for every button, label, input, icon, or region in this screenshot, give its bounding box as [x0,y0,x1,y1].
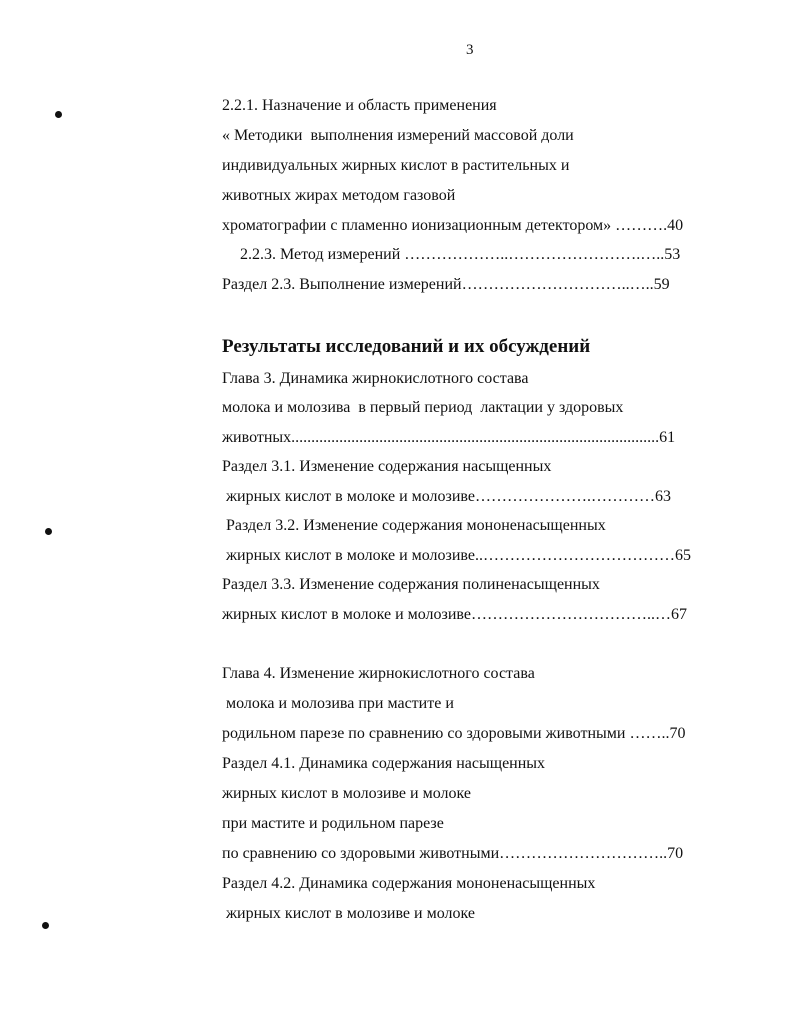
toc-line: жирных кислот в молоке и молозиве………………….…………63 [226,488,671,505]
toc-line: Раздел 3.1. Изменение содержания насыщенных [222,458,552,475]
toc-line: « Методики выполнения измерений массовой доли [222,127,574,144]
toc-line: по сравнению со здоровыми животными…………………………..70 [222,845,684,862]
toc-line: Раздел 2.3. Выполнение измерений…………………………..…..59 [222,276,670,293]
section-heading: Результаты исследований и их обсуждений [222,336,591,357]
toc-line: жирных кислот в молозиве и молоке [222,785,471,802]
page-number: 3 [466,42,474,58]
toc-line: животных............................................................................................61 [222,429,676,446]
toc-line: жирных кислот в молоке и молозиве..………………………………65 [226,547,691,564]
toc-line: Раздел 4.2. Динамика содержания мононенасыщенных [222,875,596,892]
toc-line: животных жирах методом газовой [222,187,456,204]
toc-line: 2.2.1. Назначение и область применения [222,97,497,114]
toc-line: Раздел 4.1. Динамика содержания насыщенных [222,755,546,772]
toc-line: родильном парезе по сравнению со здоровыми животными ……..70 [222,725,686,742]
toc-line: жирных кислот в молоке и молозиве……………………………..…67 [222,606,687,623]
toc-line: Раздел 3.2. Изменение содержания мононенасыщенных [226,517,606,534]
toc-line: индивидуальных жирных кислот в растительных и [222,157,570,174]
toc-line: молока и молозива при мастите и [226,695,454,712]
toc-line: жирных кислот в молозиве и молоке [226,905,475,922]
margin-bullet [55,111,62,118]
toc-line: Глава 4. Изменение жирнокислотного состава [222,665,535,682]
toc-line: Раздел 3.3. Изменение содержания полиненасыщенных [222,576,600,593]
margin-bullet [45,528,52,535]
toc-line: молока и молозива в первый период лактации у здоровых [222,399,624,416]
toc-line: Глава 3. Динамика жирнокислотного состава [222,370,529,387]
toc-line: хроматографии с пламенно ионизационным детектором» ……….40 [222,217,684,234]
margin-bullet [42,922,49,929]
toc-line: 2.2.3. Метод измерений ………………..…………………….…..53 [240,246,681,263]
toc-line: при мастите и родильном парезе [222,815,444,832]
